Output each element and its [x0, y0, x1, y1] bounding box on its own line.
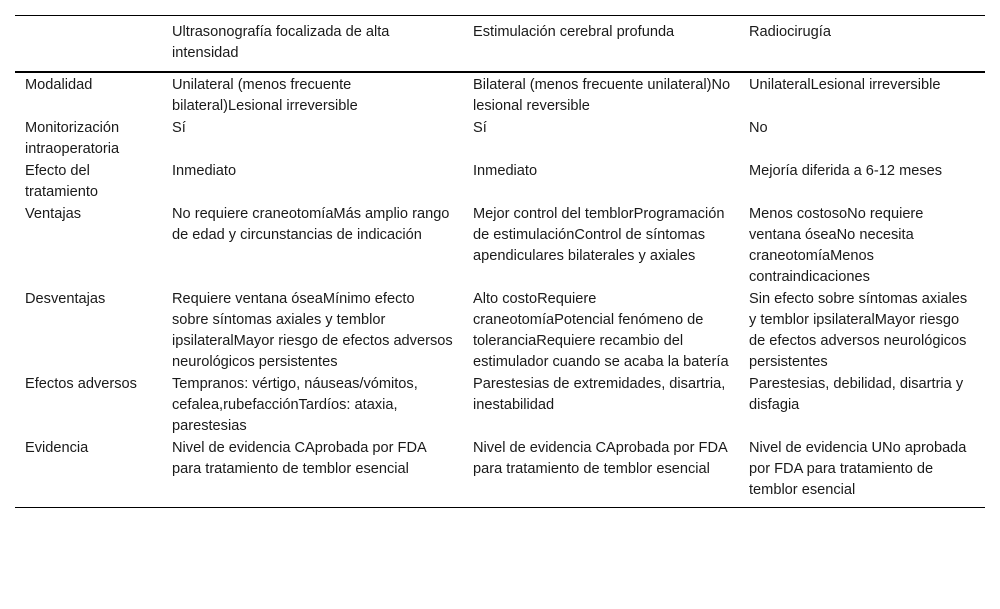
comparison-table-container — [15, 15, 985, 508]
table-cell: Inmediato — [473, 163, 538, 179]
row-label: Efecto del tratamiento — [25, 163, 99, 200]
row-label: Efectos adversos — [25, 376, 137, 392]
table-cell: Nivel de evidencia CAprobada por FDA para tratamiento de temblor esencial — [172, 440, 426, 477]
table-cell: UnilateralLesional irreversible — [749, 77, 941, 93]
table-row — [15, 204, 985, 289]
header-row — [15, 16, 985, 73]
table-row — [15, 118, 985, 161]
table-cell: Nivel de evidencia CAprobada por FDA para tratamiento de temblor esencial — [473, 440, 727, 477]
comparison-table — [15, 15, 985, 508]
table-cell: Parestesias de extremidades, disartria, inestabilidad — [473, 376, 726, 413]
table-cell: Tempranos: vértigo, náuseas/vómitos, cefalea,rubefacciónTardíos: ataxia, parestesias — [172, 376, 418, 434]
table-cell: Mejor control del temblorProgramación de estimulaciónControl de síntomas apendiculares bilaterales y axiales — [473, 206, 725, 264]
table-cell: Alto costoRequiere craneotomíaPotencial fenómeno de toleranciaRequiere recambio del estimulador cuando se acaba la batería — [473, 291, 729, 370]
table-cell: Menos costosoNo requiere ventana óseaNo necesita craneotomíaMenos contraindicaciones — [749, 206, 924, 285]
table-cell: Bilateral (menos frecuente unilateral)No lesional reversible — [473, 77, 731, 114]
table-cell: Mejoría diferida a 6-12 meses — [749, 163, 943, 179]
row-label: Monitorización intraoperatoria — [25, 120, 120, 157]
table-cell: No requiere craneotomíaMás amplio rango de edad y circunstancias de indicación — [172, 206, 450, 243]
table-row — [15, 289, 985, 374]
row-label: Desventajas — [25, 291, 106, 307]
table-row — [15, 161, 985, 204]
table-header — [15, 16, 985, 73]
header-cell-empty — [15, 16, 162, 73]
header-cell-dbs: Estimulación cerebral profunda — [473, 24, 675, 40]
header-cell-radiosurgery: Radiocirugía — [749, 24, 831, 40]
table-body — [15, 72, 985, 508]
table-cell: No — [749, 120, 768, 136]
table-cell: Nivel de evidencia UNo aprobada por FDA para tratamiento de temblor esencial — [749, 440, 967, 498]
table-cell: Unilateral (menos frecuente bilateral)Lesional irreversible — [172, 77, 358, 114]
table-row — [15, 374, 985, 438]
table-row — [15, 72, 985, 118]
row-label: Evidencia — [25, 440, 89, 456]
row-label: Ventajas — [25, 206, 81, 222]
table-cell: Sí — [473, 120, 487, 136]
table-cell: Parestesias, debilidad, disartria y disfagia — [749, 376, 964, 413]
table-row — [15, 438, 985, 508]
table-cell: Sí — [172, 120, 186, 136]
table-cell: Sin efecto sobre síntomas axiales y temblor ipsilateralMayor riesgo de efectos adversos neurológicos persistentes — [749, 291, 968, 370]
table-cell: Requiere ventana óseaMínimo efecto sobre síntomas axiales y temblor ipsilateralMayor riesgo de efectos adversos neurológicos persistentes — [172, 291, 453, 370]
row-label: Modalidad — [25, 77, 93, 93]
table-cell: Inmediato — [172, 163, 237, 179]
header-cell-hifu: Ultrasonografía focalizada de alta intensidad — [172, 24, 390, 61]
